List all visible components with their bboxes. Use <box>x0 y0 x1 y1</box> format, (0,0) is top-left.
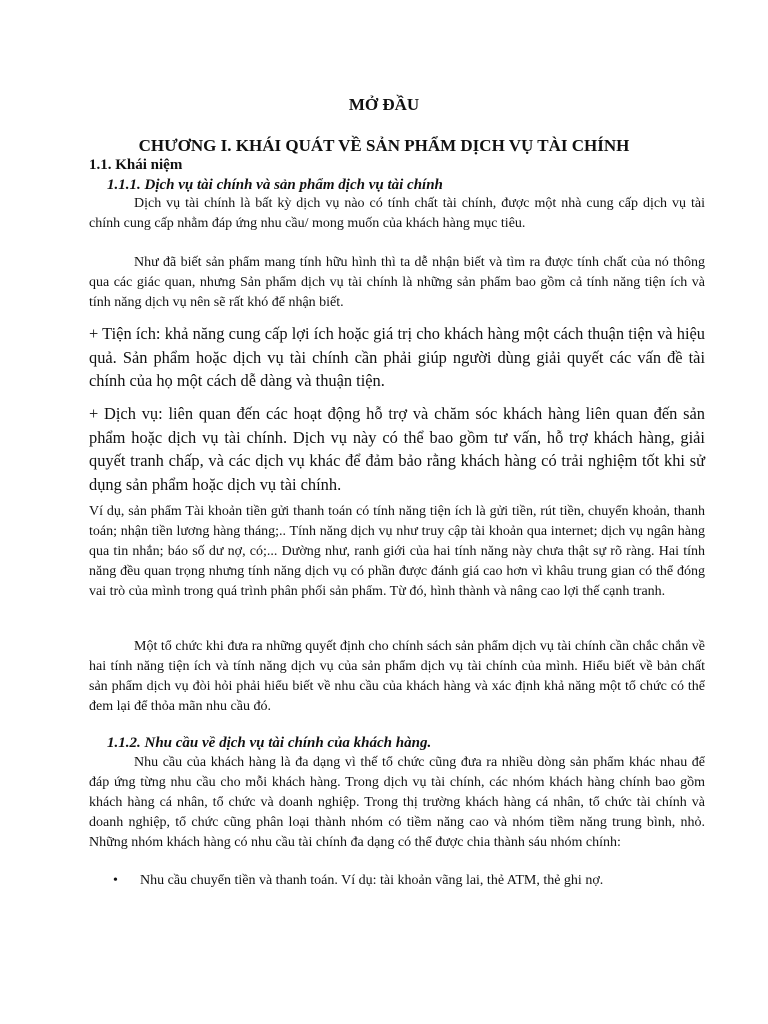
list-item <box>89 871 705 891</box>
subsection-heading: 1.1.1. Dịch vụ tài chính và sản phẩm dịch vụ tài chính <box>107 177 443 193</box>
list-item-text: Nhu cầu chuyển tiền và thanh toán. Ví dụ: tài khoản vãng lai, thẻ ATM, thẻ ghi nợ. <box>140 873 604 888</box>
paragraph: Một tổ chức khi đưa ra những quyết định cho chính sách sản phẩm dịch vụ tài chính cần chắc chắn về hai tính năng tiện ích và tính năng dịch vụ của sản phẩm dịch vụ tài chính của mình. Hiểu biết về bản chất sản phẩm dịch vụ đòi hỏi phải hiểu biết về nhu cầu của khách hàng và xác định khả năng một tổ chức có thể đem lại để thỏa mãn nhu cầu đó. <box>89 639 705 714</box>
bullet-list <box>89 871 705 891</box>
section-heading: 1.1. Khái niệm <box>89 157 183 173</box>
paragraph: Như đã biết sản phẩm mang tính hữu hình thì ta dễ nhận biết và tìm ra được tính chất của nó thông qua các giác quan, nhưng Sản phẩm dịch vụ tài chính là những sản phẩm bao gồm cả tính năng tiện ích và tính năng dịch vụ nên sẽ rất khó để nhận biết. <box>89 255 705 310</box>
document-title: MỞ ĐẦU <box>348 95 420 114</box>
paragraph: Nhu cầu của khách hàng là đa dạng vì thế tổ chức cũng đưa ra nhiều dòng sản phẩm khác nhau để đáp ứng từng nhu cầu cho mỗi khách hàng. Trong dịch vụ tài chính, các nhóm khách hàng chính bao gồm khách hàng cá nhân, tổ chức và doanh nghiệp. Trong thị trường khách hàng cá nhân, tổ chức tài chính và doanh nghiệp, tổ chức cũng phân loại thành nhóm có tiềm năng cao và nhóm tiềm năng trung bình, nhỏ. Những nhóm khách hàng có nhu cầu tài chính đa dạng có thể được chia thành sáu nhóm chính: <box>89 755 705 850</box>
chapter-heading: CHƯƠNG I. KHÁI QUÁT VỀ SẢN PHẨM DỊCH VỤ TÀI CHÍNH <box>138 136 630 155</box>
paragraph: Dịch vụ tài chính là bất kỳ dịch vụ nào có tính chất tài chính, được một nhà cung cấp dịch vụ tài chính cung cấp nhằm đáp ứng nhu cầu/ mong muốn của khách hàng mục tiêu. <box>89 196 705 231</box>
paragraph: + Tiện ích: khả năng cung cấp lợi ích hoặc giá trị cho khách hàng một cách thuận tiện và hiệu quả. Sản phẩm hoặc dịch vụ tài chính cần phải giúp người dùng giải quyết các vấn đề tài chính của họ một cách dễ dàng và thuận tiện. <box>89 324 705 390</box>
paragraph: Ví dụ, sản phẩm Tài khoản tiền gửi thanh toán có tính năng tiện ích là gửi tiền, rút tiền, chuyển khoản, thanh toán; nhận tiền lương hàng tháng;.. Tính năng dịch vụ như truy cập tài khoản qua internet; dịch vụ ngân hàng qua tin nhắn; báo số dư nợ, có;... Dường như, ranh giới của hai tính năng này chưa thật sự rõ ràng. Hai tính năng đều quan trọng nhưng tính năng dịch vụ có phần được đánh giá cao hơn vì khâu trung gian có thể đóng vai trò của mình trong quá trình phân phối sản phẩm. Từ đó, hình thành và nâng cao lợi thế cạnh tranh. <box>89 504 705 599</box>
subsection-heading: 1.1.2. Nhu cầu về dịch vụ tài chính của khách hàng. <box>107 735 432 751</box>
bullet-icon: • <box>113 873 118 888</box>
paragraph: + Dịch vụ: liên quan đến các hoạt động hỗ trợ và chăm sóc khách hàng liên quan đến sản phẩm hoặc dịch vụ tài chính. Dịch vụ này có thể bao gồm tư vấn, hỗ trợ khách hàng, giải quyết tranh chấp, và các dịch vụ khác để đảm bảo rằng khách hàng có trải nghiệm tốt khi sử dụng sản phẩm hoặc dịch vụ tài chính. <box>89 404 705 494</box>
